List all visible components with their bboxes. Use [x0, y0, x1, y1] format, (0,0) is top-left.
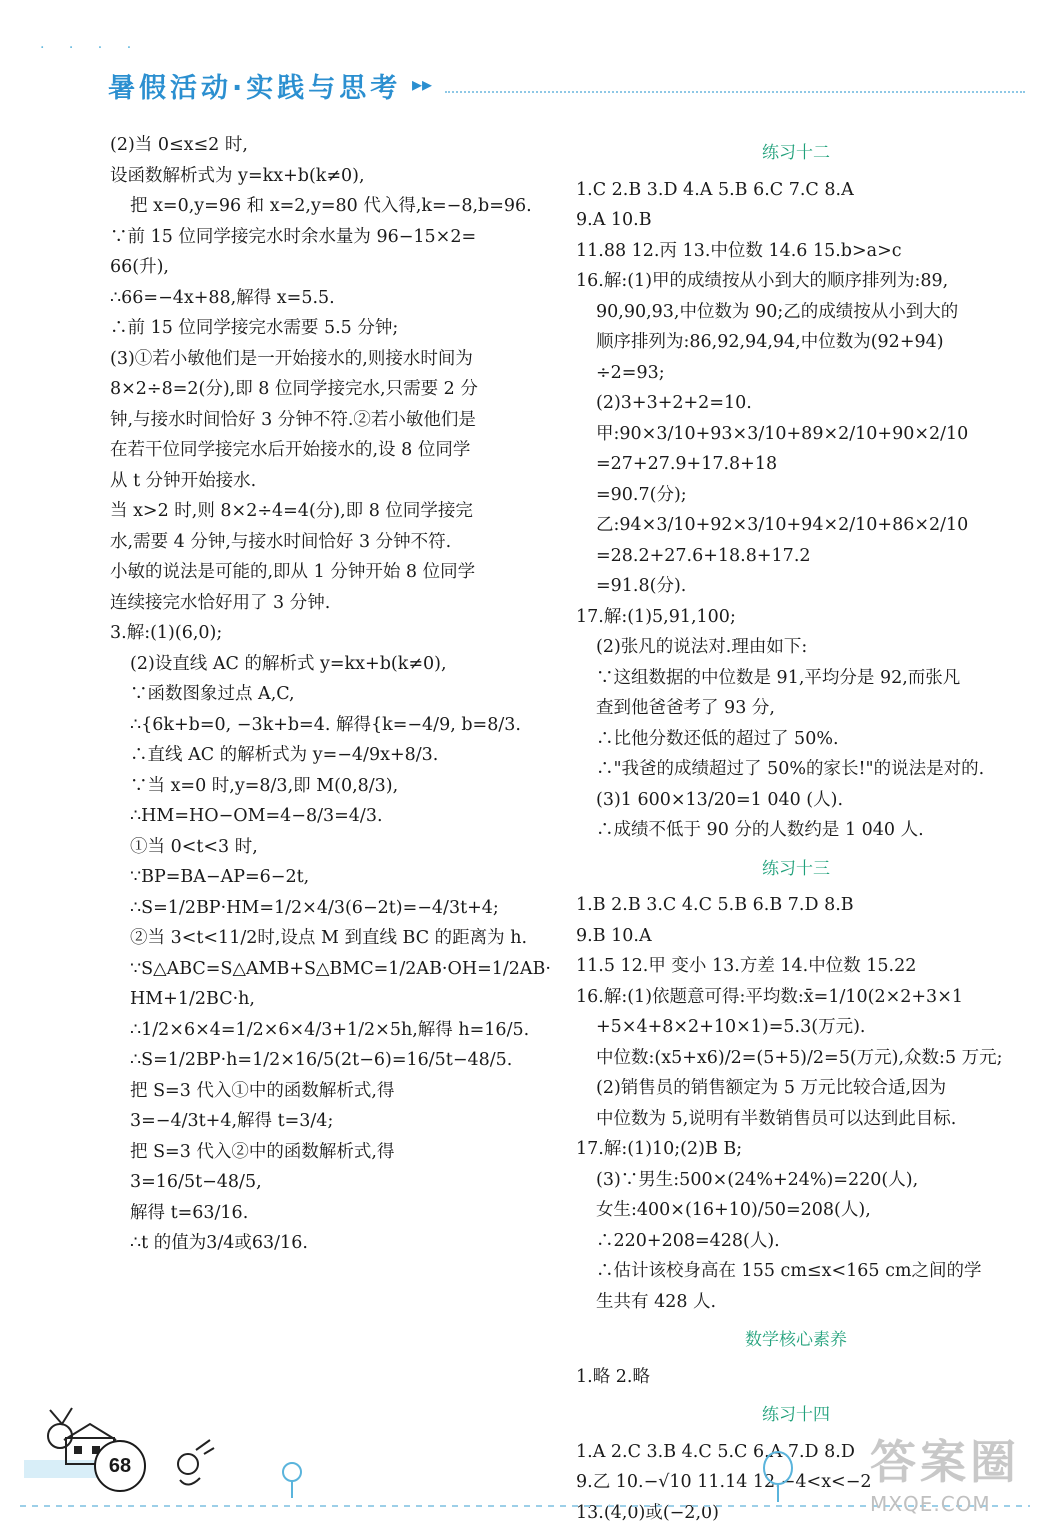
answer-line: ∵这组数据的中位数是 91,平均分是 92,而张凡 [596, 667, 961, 688]
answer-line: 生共有 428 人. [596, 1291, 717, 1312]
answer-line: 1.A 2.C 3.B 4.C 5.C 6.A 7.D 8.D [576, 1441, 855, 1462]
answer-line: 乙:94×3/10+92×3/10+94×2/10+86×2/10 [596, 515, 969, 535]
answer-line: (3)1 600×13/20=1 040 (人). [596, 789, 844, 810]
answer-line: ∴S=1/2BP·h=1/2×16/5(2t−6)=16/5t−48/5. [130, 1050, 513, 1070]
answer-line: 女生:400×(16+10)/50=208(人), [596, 1200, 871, 1220]
answer-line: 90,90,93,中位数为 90;乙的成绩按从小到大的 [596, 301, 959, 322]
answer-line: ∵函数图象过点 A,C, [130, 684, 295, 704]
answer-line: 11.88 12.丙 13.中位数 14.6 15.b>a>c [576, 240, 902, 261]
answer-line: +5×4+8×2+10×1)=5.3(万元). [596, 1017, 866, 1037]
answer-line: ∴1/2×6×4=1/2×6×4/3+1/2×5h,解得 h=16/5. [130, 1019, 530, 1040]
tree-icon [760, 1450, 796, 1504]
core-literacy-answers [576, 1362, 1016, 1393]
double-arrow-icon: ▸▸ [412, 72, 433, 96]
section-title-exercise-14: 练习十四 [762, 1405, 830, 1425]
answer-line: ∵前 15 位同学接完水时余水量为 96−15×2= [110, 226, 477, 247]
section-title-core-literacy: 数学核心素养 [745, 1330, 847, 1350]
header-dotted-rule [445, 91, 1025, 93]
answer-line: ∴"我爸的成绩超过了 50%的家长!"的说法是对的. [596, 759, 985, 779]
answer-line: =27+27.9+17.8+18 [596, 454, 778, 474]
answer-line: ∴前 15 位同学接完水需要 5.5 分钟; [110, 318, 399, 338]
answer-line: ∴HM=HO−OM=4−8/3=4/3. [130, 806, 383, 826]
exercise-12-answers [576, 175, 1016, 846]
section-title-exercise-13: 练习十三 [762, 858, 830, 879]
answer-line: ∵BP=BA−AP=6−2t, [130, 867, 310, 887]
answer-line: 13.(4,0)或(−2,0) [576, 1502, 719, 1523]
answer-line: 从 t 分钟开始接水. [110, 470, 257, 491]
answer-line: ∴成绩不低于 90 分的人数约是 1 040 人. [596, 820, 924, 840]
answer-line: (2)当 0≤x≤2 时, [110, 135, 248, 155]
answer-line: (2)张凡的说法对.理由如下: [596, 637, 808, 657]
watermark [860, 1426, 1030, 1526]
answer-line: ①当 0<t<3 时, [130, 836, 258, 857]
page-header [0, 30, 1048, 110]
answer-line: ∴220+208=428(人). [596, 1230, 780, 1251]
watermark-url: MXQE.COM [870, 1492, 991, 1516]
answer-line: 1.略 2.略 [576, 1366, 650, 1387]
answer-line: 3.解:(1)(6,0); [110, 623, 223, 643]
answer-line: 解得 t=63/16. [130, 1202, 249, 1223]
answer-line: 17.解:(1)5,91,100; [576, 606, 736, 627]
answer-line: =90.7(分); [596, 484, 687, 505]
answer-line: 顺序排列为:86,92,94,94,中位数为(92+94) [596, 332, 944, 352]
page-footer [0, 1400, 1048, 1536]
answer-line: 中位数为 5,说明有半数销售员可以达到此目标. [596, 1108, 957, 1129]
answer-line: 在若干位同学接完水后开始接水的,设 8 位同学 [110, 440, 471, 460]
answer-line: ∴直线 AC 的解析式为 y=−4/9x+8/3. [130, 745, 439, 765]
answer-line: ②当 3<t<11/2时,设点 M 到直线 BC 的距离为 h. [130, 928, 528, 948]
answer-line: (3)①若小敏他们是一开始接水的,则接水时间为 [110, 348, 473, 369]
tree-icon [280, 1460, 304, 1500]
answer-line: HM+1/2BC·h, [130, 989, 255, 1009]
answer-line: ∵S△ABC=S△AMB+S△BMC=1/2AB·OH=1/2AB· [130, 958, 551, 979]
answer-line: 1.C 2.B 3.D 4.A 5.B 6.C 7.C 8.A [576, 179, 854, 200]
answer-line: (2)销售员的销售额定为 5 万元比较合适,因为 [596, 1078, 947, 1098]
answer-line: 甲:90×3/10+93×3/10+89×2/10+90×2/10 [596, 423, 969, 444]
answer-line: 1.B 2.B 3.C 4.C 5.B 6.B 7.D 8.B [576, 895, 854, 915]
answer-line: (2)设直线 AC 的解析式 y=kx+b(k≠0), [130, 653, 447, 674]
cartoon-figure-illustration [160, 1430, 230, 1500]
answer-line: ∴66=−4x+88,解得 x=5.5. [110, 287, 335, 308]
header-title: 暑假活动·实践与思考 [108, 73, 402, 104]
page-number: 68 [94, 1440, 146, 1492]
answer-line: 小敏的说法是可能的,即从 1 分钟开始 8 位同学 [110, 562, 476, 582]
answer-line: 9.乙 10.−√10 11.14 12.−4<x<−2 [576, 1472, 872, 1492]
answer-line: 9.B 10.A [576, 925, 652, 946]
answer-line: 16.解:(1)依题意可得:平均数:x̄=1/10(2×2+3×1 [576, 986, 963, 1007]
decorative-dots: · · · · [40, 40, 142, 56]
answer-line: 11.5 12.甲 变小 13.方差 14.中位数 15.22 [576, 956, 917, 976]
answer-line: 3=16/5t−48/5, [130, 1172, 262, 1192]
answer-line: =91.8(分). [596, 576, 687, 596]
answer-line: 把 S=3 代入①中的函数解析式,得 [130, 1080, 395, 1101]
answer-line: =28.2+27.6+18.8+17.2 [596, 545, 811, 566]
answer-line: 把 S=3 代入②中的函数解析式,得 [130, 1141, 395, 1162]
answer-line: 8×2÷8=2(分),即 8 位同学接完水,只需要 2 分 [110, 379, 478, 399]
answer-line: 水,需要 4 分钟,与接水时间恰好 3 分钟不符. [110, 531, 452, 552]
right-column [576, 130, 1016, 1528]
answer-line: 把 x=0,y=96 和 x=2,y=80 代入得,k=−8,b=96. [130, 196, 532, 216]
section-title-exercise-12: 练习十二 [762, 143, 830, 163]
watermark-logo-text: 答案圈 [870, 1435, 1020, 1489]
answer-line: 中位数:(x5+x6)/2=(5+5)/2=5(万元),众数:5 万元; [596, 1047, 1003, 1068]
answer-line: 设函数解析式为 y=kx+b(k≠0), [110, 165, 365, 186]
answer-line: ∴比他分数还低的超过了 50%. [596, 728, 839, 749]
answer-line: ∵当 x=0 时,y=8/3,即 M(0,8/3), [130, 775, 399, 796]
left-column [110, 130, 551, 1259]
answer-line: ÷2=93; [596, 362, 665, 383]
answer-line: 16.解:(1)甲的成绩按从小到大的顺序排列为:89, [576, 271, 949, 291]
answer-line: 66(升), [110, 257, 169, 277]
answer-line: 当 x>2 时,则 8×2÷4=4(分),即 8 位同学接完 [110, 501, 473, 521]
answer-line: 连续接完水恰好用了 3 分钟. [110, 592, 331, 613]
answer-line: 9.A 10.B [576, 210, 652, 230]
answer-line: ∴估计该校身高在 155 cm≤x<165 cm之间的学 [596, 1261, 982, 1281]
answer-line: (3)∵男生:500×(24%+24%)=220(人), [596, 1169, 919, 1190]
answer-line: 钟,与接水时间恰好 3 分钟不符.②若小敏他们是 [110, 409, 476, 430]
exercise-13-answers [576, 890, 1016, 1317]
answer-line: 查到他爸爸考了 93 分, [596, 698, 775, 718]
answer-line: ∴S=1/2BP·HM=1/2×4/3(6−2t)=−4/3t+4; [130, 897, 499, 918]
answer-line: ∴t 的值为3/4或63/16. [130, 1233, 308, 1253]
answer-line: (2)3+3+2+2=10. [596, 393, 752, 413]
answer-line: 3=−4/3t+4,解得 t=3/4; [130, 1111, 334, 1131]
answer-line: ∴{6k+b=0, −3k+b=4. 解得{k=−4/9, b=8/3. [130, 714, 521, 735]
answer-line: 17.解:(1)10;(2)B B; [576, 1139, 743, 1159]
